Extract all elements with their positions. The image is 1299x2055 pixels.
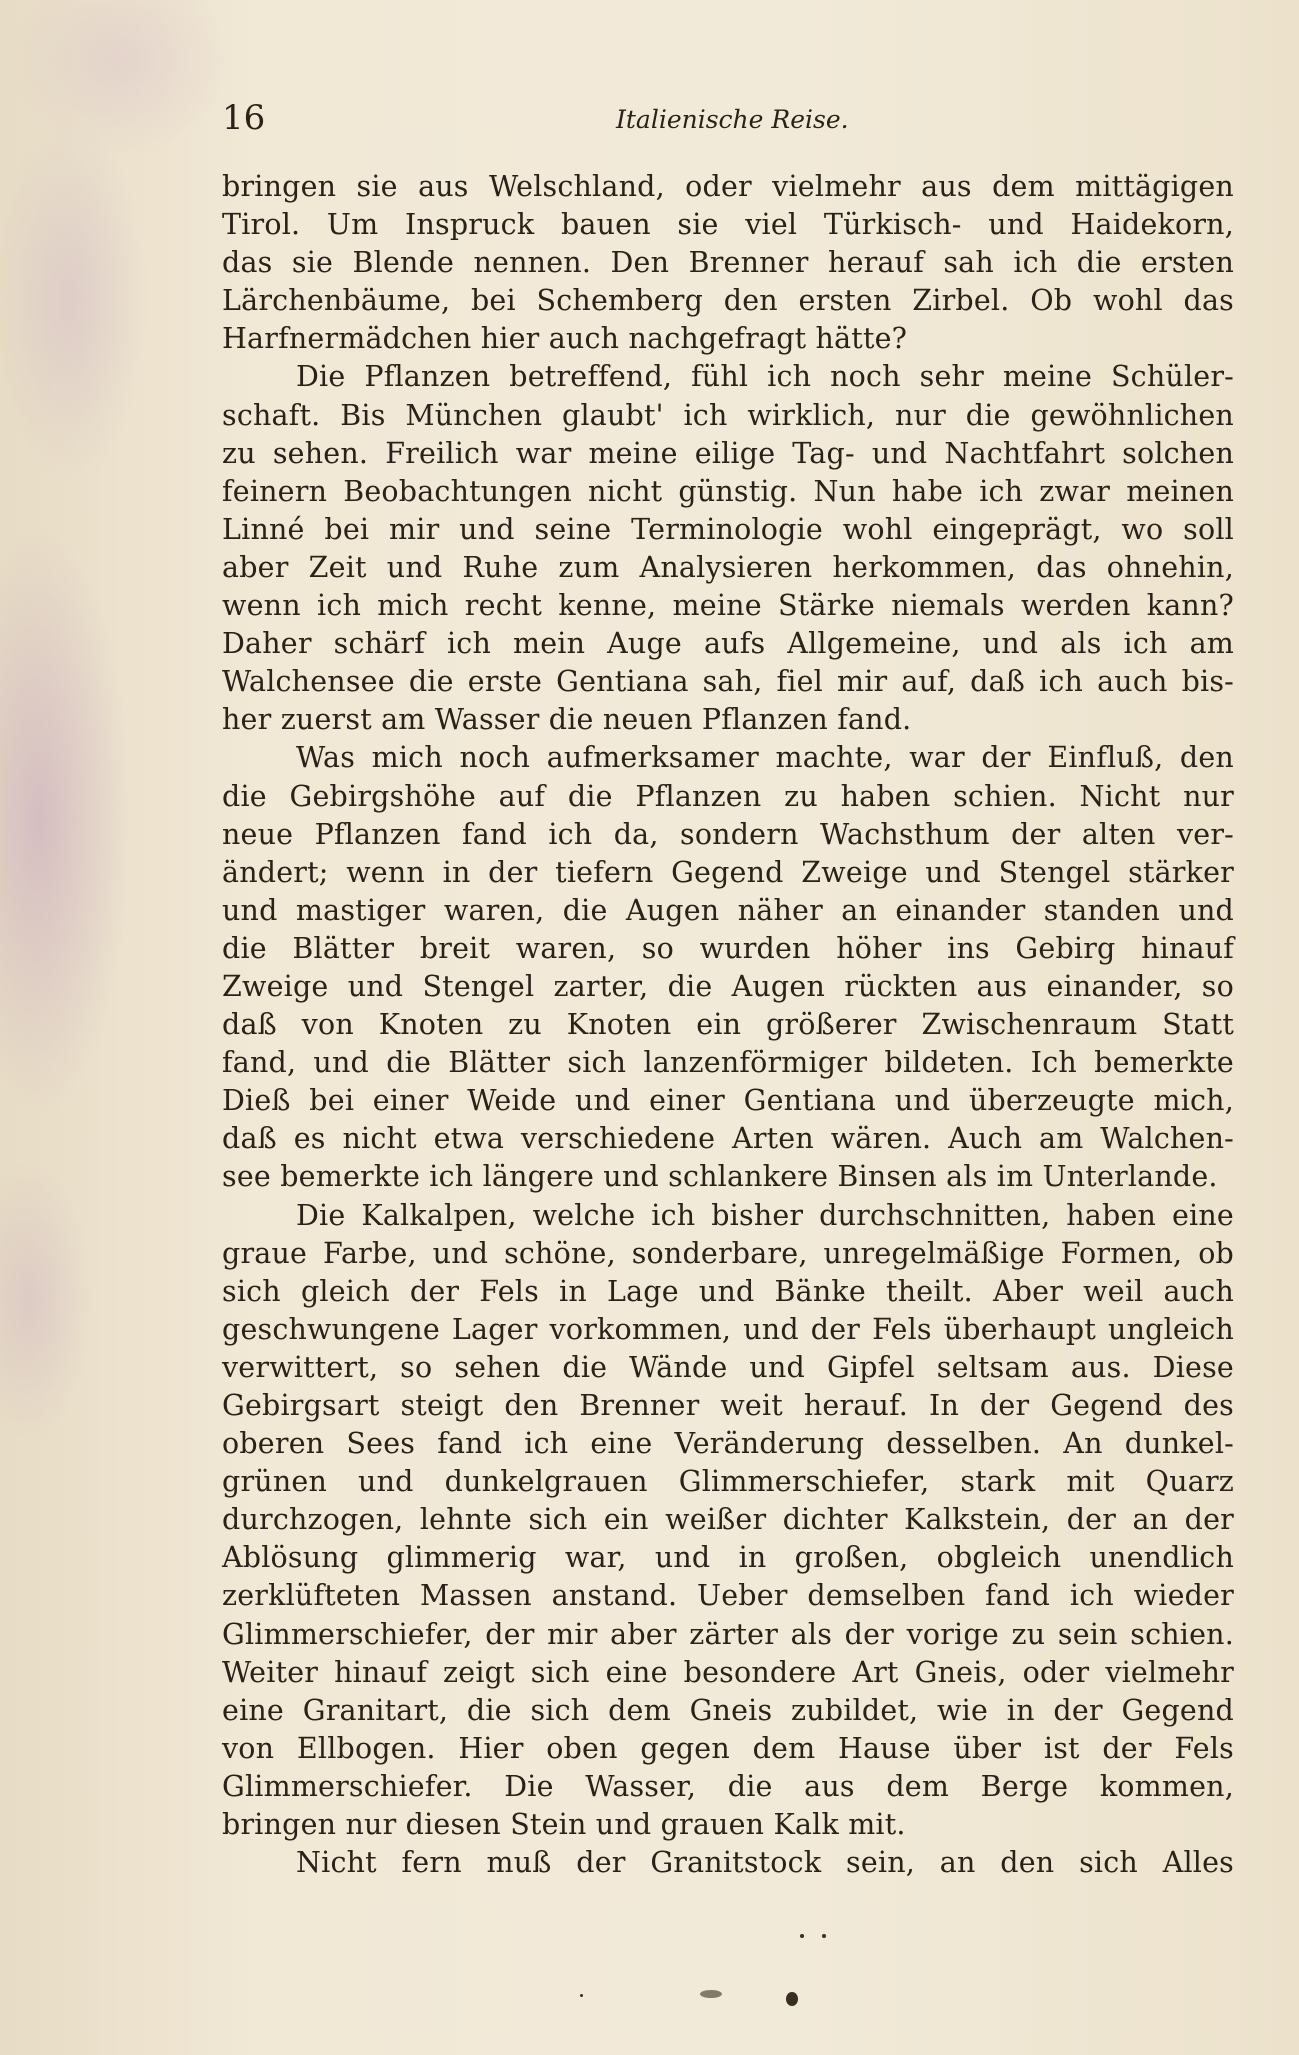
text-line: von Ellbogen. Hier oben gegen dem Hause über ist der Fels	[222, 1731, 1234, 1765]
text-line: feinern Beobachtungen nicht günstig. Nun habe ich zwar meinen	[222, 474, 1234, 508]
text-line: ändert; wenn in der tiefern Gegend Zweige und Stengel stärker	[222, 855, 1234, 889]
running-title: Italienische Reise.	[616, 105, 849, 134]
text-line: zerklüfteten Massen anstand. Ueber demselben fand ich wieder	[222, 1579, 1234, 1613]
text-line: Glimmerschiefer. Die Wasser, die aus dem Berge kommen,	[222, 1769, 1234, 1803]
text-line: daß es nicht etwa verschiedene Arten wären. Auch am Walchen-	[222, 1122, 1234, 1156]
text-line: und mastiger waren, die Augen näher an einander standen und	[222, 893, 1234, 927]
text-line: schaft. Bis München glaubt' ich wirklich, nur die gewöhnlichen	[222, 398, 1234, 432]
text-line: Was mich noch aufmerksamer machte, war der Einfluß, den	[296, 741, 1234, 775]
text-line: bringen sie aus Welschland, oder vielmehr aus dem mittägigen	[222, 170, 1234, 203]
text-line: see bemerkte ich längere und schlankere Binsen als im Unterlande.	[222, 1160, 1218, 1194]
text-line: bringen nur diesen Stein und grauen Kalk mit.	[222, 1808, 906, 1842]
text-line: her zuerst am Wasser die neuen Pflanzen fand.	[222, 703, 912, 737]
text-line: graue Farbe, und schöne, sonderbare, unregelmäßige Formen, ob	[222, 1236, 1234, 1270]
text-line: zu sehen. Freilich war meine eilige Tag- und Nachtfahrt solchen	[222, 436, 1234, 470]
text-line: aber Zeit und Ruhe zum Analysieren herkommen, das ohnehin,	[222, 550, 1234, 584]
text-line: daß von Knoten zu Knoten ein größerer Zwischenraum Statt	[222, 1008, 1234, 1042]
ink-specks	[560, 1900, 860, 2020]
text-line: Zweige und Stengel zarter, die Augen rückten aus einander, so	[222, 969, 1234, 1003]
text-line: fand, und die Blätter sich lanzenförmiger bildeten. Ich bemerkte	[222, 1046, 1234, 1080]
text-line: Tirol. Um Inspruck bauen sie viel Türkisch- und Haidekorn,	[222, 208, 1234, 242]
ink-speck	[700, 1990, 722, 1998]
text-line: eine Granitart, die sich dem Gneis zubildet, wie in der Gegend	[222, 1693, 1234, 1727]
text-line: verwittert, so sehen die Wände und Gipfel seltsam aus. Diese	[222, 1350, 1234, 1384]
text-line: Linné bei mir und seine Terminologie wohl eingeprägt, wo soll	[222, 512, 1234, 546]
text-line: Weiter hinauf zeigt sich eine besondere Art Gneis, oder vielmehr	[222, 1655, 1234, 1689]
text-line: Harfnermädchen hier auch nachgefragt hätte?	[222, 322, 908, 356]
text-line: Nicht fern muß der Granitstock sein, an den sich Alles	[296, 1846, 1234, 1880]
text-line: oberen Sees fand ich eine Veränderung desselben. An dunkel-	[222, 1427, 1234, 1461]
text-line: grünen und dunkelgrauen Glimmerschiefer, stark mit Quarz	[222, 1465, 1234, 1499]
ink-speck	[822, 1934, 826, 1938]
ink-speck	[580, 1994, 583, 1997]
text-line: neue Pflanzen fand ich da, sondern Wachsthum der alten ver-	[222, 817, 1234, 851]
text-line: Walchensee die erste Gentiana sah, fiel mir auf, daß ich auch bis-	[222, 665, 1234, 699]
text-line: Ablösung glimmerig war, und in großen, obgleich unendlich	[222, 1541, 1234, 1575]
page-number: 16	[222, 98, 266, 138]
text-line: Dieß bei einer Weide und einer Gentiana und überzeugte mich,	[222, 1084, 1234, 1118]
ink-speck	[786, 1992, 798, 2006]
text-line: Die Kalkalpen, welche ich bisher durchschnitten, haben eine	[296, 1198, 1234, 1232]
text-line: Lärchenbäume, bei Schemberg den ersten Zirbel. Ob wohl das	[222, 284, 1234, 318]
text-line: sich gleich der Fels in Lage und Bänke theilt. Aber weil auch	[222, 1274, 1234, 1308]
ink-speck	[800, 1934, 804, 1938]
text-line: die Blätter breit waren, so wurden höher ins Gebirg hinauf	[222, 931, 1234, 965]
text-line: Glimmerschiefer, der mir aber zärter als der vorige zu sein schien.	[222, 1617, 1234, 1651]
text-line: das sie Blende nennen. Den Brenner herauf sah ich die ersten	[222, 246, 1234, 280]
text-line: Gebirgsart steigt den Brenner weit herauf. In der Gegend des	[222, 1389, 1234, 1422]
page-header	[222, 98, 1232, 138]
text-line: Daher schärf ich mein Auge aufs Allgemeine, und als ich am	[222, 627, 1234, 661]
body-text	[222, 168, 1234, 1882]
text-line: wenn ich mich recht kenne, meine Stärke niemals werden kann?	[222, 589, 1234, 623]
text-line: Die Pflanzen betreffend, fühl ich noch sehr meine Schüler-	[296, 360, 1234, 394]
text-line: die Gebirgshöhe auf die Pflanzen zu haben schien. Nicht nur	[222, 779, 1234, 813]
text-line: durchzogen, lehnte sich ein weißer dichter Kalkstein, der an der	[222, 1503, 1234, 1537]
text-line: geschwungene Lager vorkommen, und der Fels überhaupt ungleich	[222, 1312, 1234, 1346]
